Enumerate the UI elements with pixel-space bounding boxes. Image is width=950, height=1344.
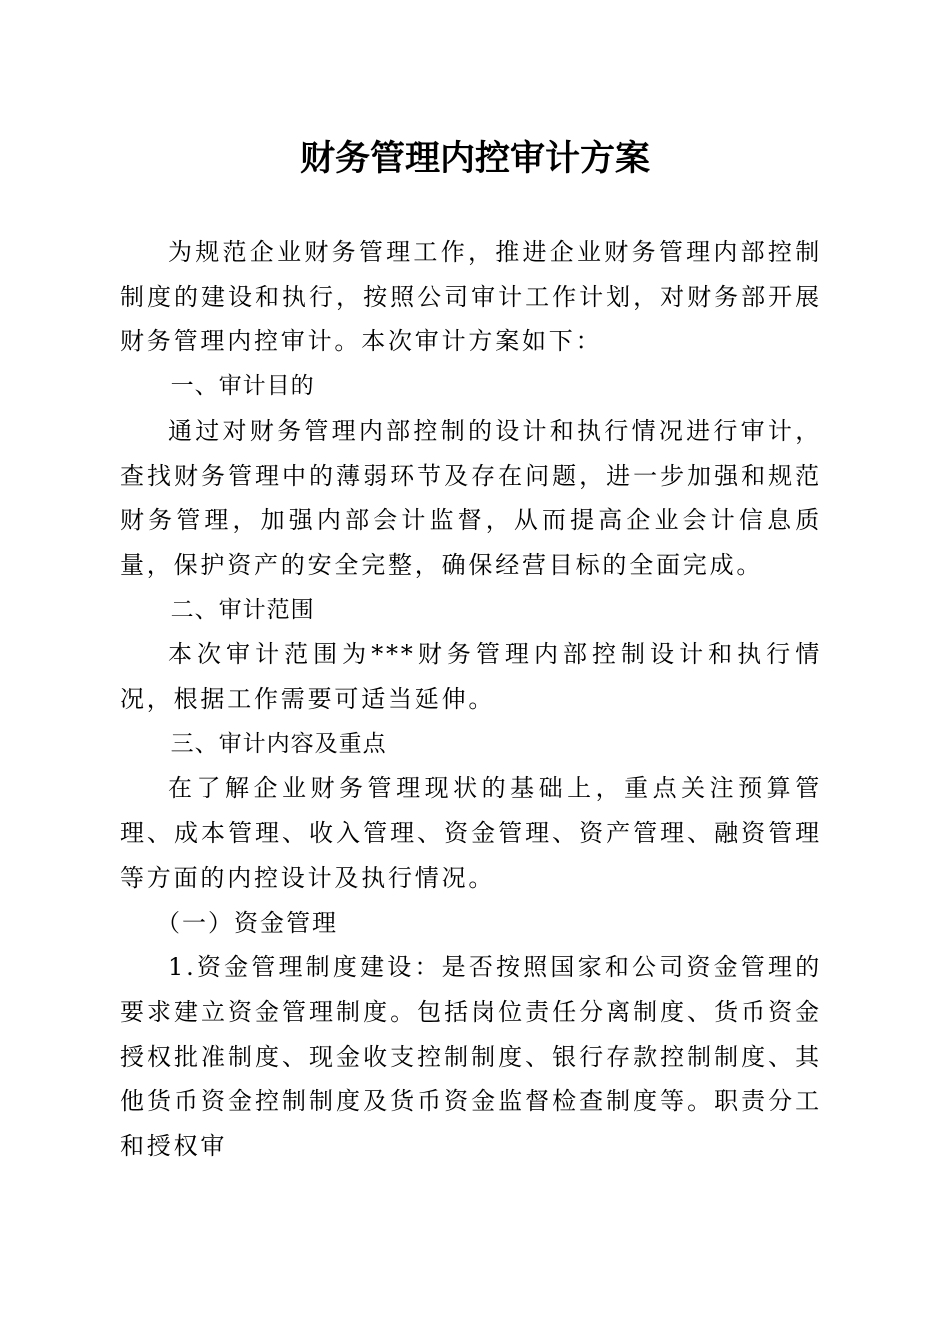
audit-scope-paragraph: 本次审计范围为***财务管理内部控制设计和执行情况，根据工作需要可适当延伸。 [120, 640, 822, 714]
section-heading-audit-content: 三、审计内容及重点 [170, 730, 387, 757]
intro-paragraph: 为规范企业财务管理工作，推进企业财务管理内部控制制度的建设和执行，按照公司审计工作计划，对财务部开展财务管理内控审计。本次审计方案如下： [120, 238, 822, 356]
document-body [120, 230, 822, 1169]
audit-purpose-paragraph: 通过对财务管理内部控制的设计和执行情况进行审计，查找财务管理中的薄弱环节及存在问题，进一步加强和规范财务管理，加强内部会计监督，从而提高企业会计信息质量，保护资产的安全完整，确保经营目标的全面完成。 [120, 416, 822, 579]
audit-content-paragraph: 在了解企业财务管理现状的基础上，重点关注预算管理、成本管理、收入管理、资金管理、资产管理、融资管理等方面的内控设计及执行情况。 [120, 774, 822, 892]
subsection-heading-fund-management: （一）资金管理 [156, 908, 338, 937]
fund-management-item-1: 1.资金管理制度建设：是否按照国家和公司资金管理的要求建立资金管理制度。包括岗位责任分离制度、货币资金授权批准制度、现金收支控制制度、银行存款控制制度、其他货币资金控制制度及货币资金监督检查制度等。职责分工和授权审 [120, 953, 822, 1161]
section-heading-audit-scope: 二、审计范围 [170, 596, 315, 623]
document-title: 财务管理内控审计方案 [299, 138, 650, 179]
section-heading-audit-purpose: 一、审计目的 [170, 373, 315, 400]
